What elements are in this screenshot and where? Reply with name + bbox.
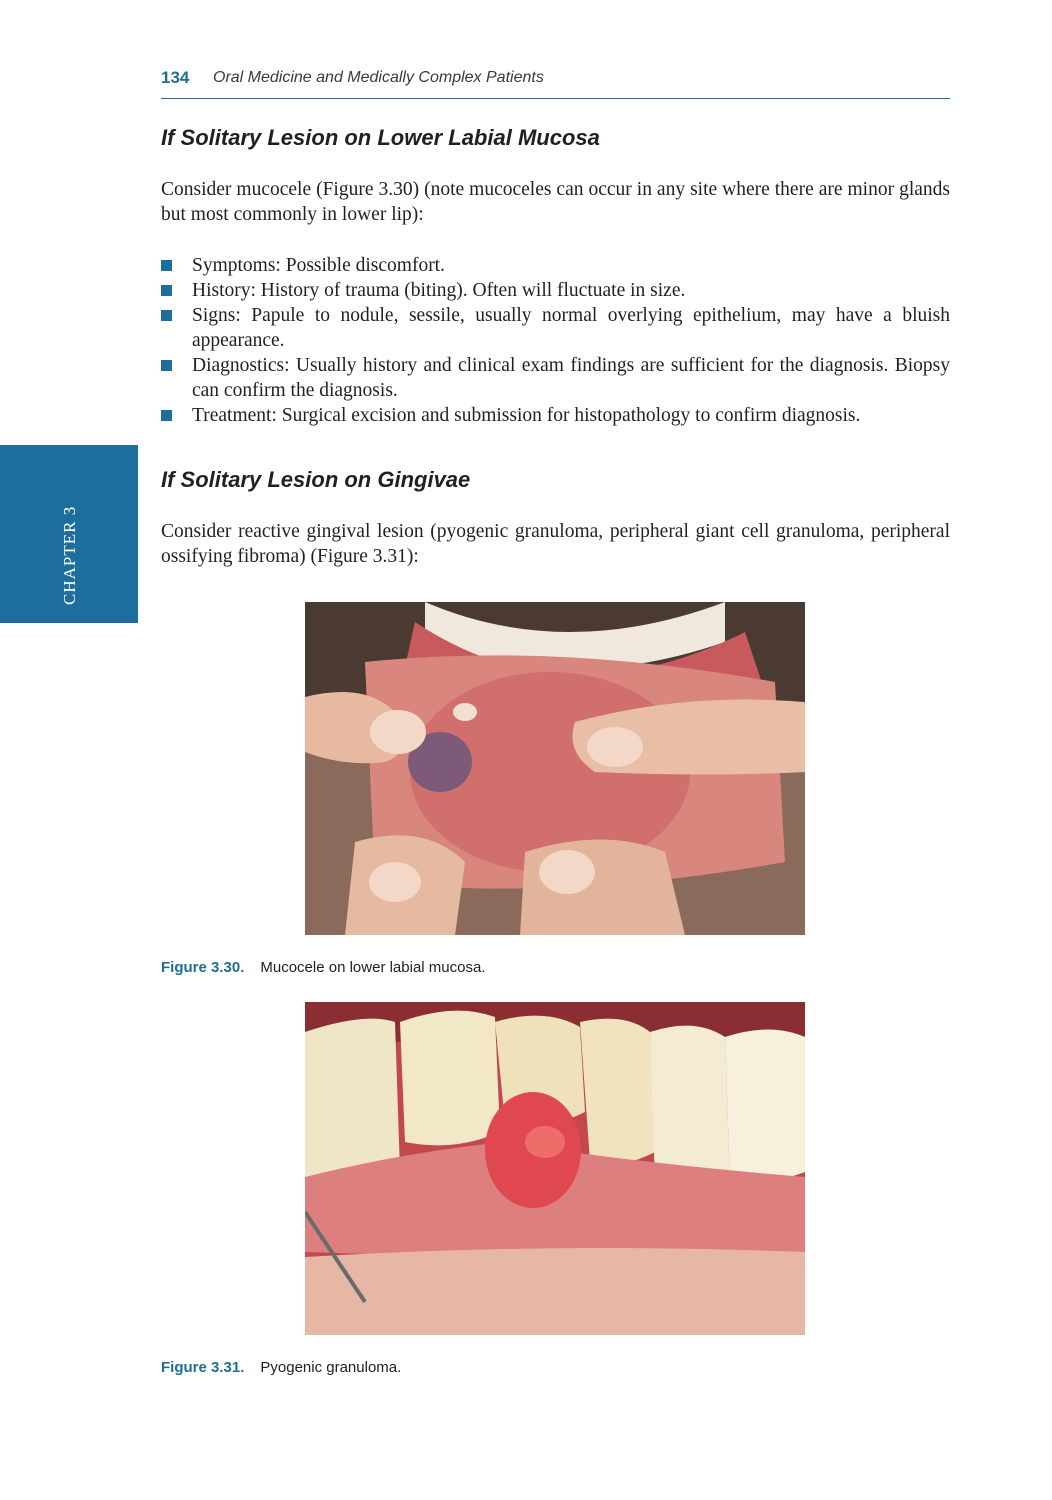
running-header bbox=[161, 68, 950, 99]
list-item: Diagnostics: Usually history and clinical exam findings are sufficient for the diagnosis. Biopsy can confirm the diagnosis. bbox=[161, 353, 950, 403]
square-bullet-icon bbox=[161, 360, 172, 371]
page-number: 134 bbox=[161, 68, 190, 87]
mucocele-bullet-list bbox=[161, 253, 950, 428]
figure-caption-text: Pyogenic granuloma. bbox=[260, 1359, 402, 1376]
figure-3-30-photo bbox=[305, 602, 805, 935]
figure-3-31-caption bbox=[161, 1359, 401, 1376]
section-intro-mucocele: Consider mucocele (Figure 3.30) (note mucoceles can occur in any site where there are minor glands but most commonly in lower lip): bbox=[161, 179, 950, 225]
list-item: Symptoms: Possible discomfort. bbox=[161, 253, 950, 278]
square-bullet-icon bbox=[161, 260, 172, 271]
square-bullet-icon bbox=[161, 285, 172, 296]
figure-label: Figure 3.31. bbox=[161, 1359, 245, 1376]
square-bullet-icon bbox=[161, 410, 172, 421]
list-item: History: History of trauma (biting). Often will fluctuate in size. bbox=[161, 278, 950, 303]
figure-3-31-photo bbox=[305, 1002, 805, 1335]
section-heading-labial-mucosa: If Solitary Lesion on Lower Labial Mucosa bbox=[161, 125, 600, 150]
running-title: Oral Medicine and Medically Complex Patients bbox=[213, 69, 544, 86]
chapter-side-tab bbox=[0, 445, 138, 623]
list-item: Signs: Papule to nodule, sessile, usually normal overlying epithelium, may have a bluish appearance. bbox=[161, 303, 950, 353]
figure-caption-text: Mucocele on lower labial mucosa. bbox=[260, 959, 486, 976]
list-item: Treatment: Surgical excision and submission for histopathology to confirm diagnosis. bbox=[161, 403, 950, 428]
section-heading-gingivae: If Solitary Lesion on Gingivae bbox=[161, 467, 471, 492]
square-bullet-icon bbox=[161, 310, 172, 321]
chapter-tab-label: CHAPTER 3 bbox=[60, 505, 79, 605]
section-intro-gingival: Consider reactive gingival lesion (pyogenic granuloma, peripheral giant cell granuloma, peripheral ossifying fibroma) (Figure 3.31): bbox=[161, 521, 950, 567]
figure-3-30-caption bbox=[161, 959, 486, 976]
figure-label: Figure 3.30. bbox=[161, 959, 245, 976]
